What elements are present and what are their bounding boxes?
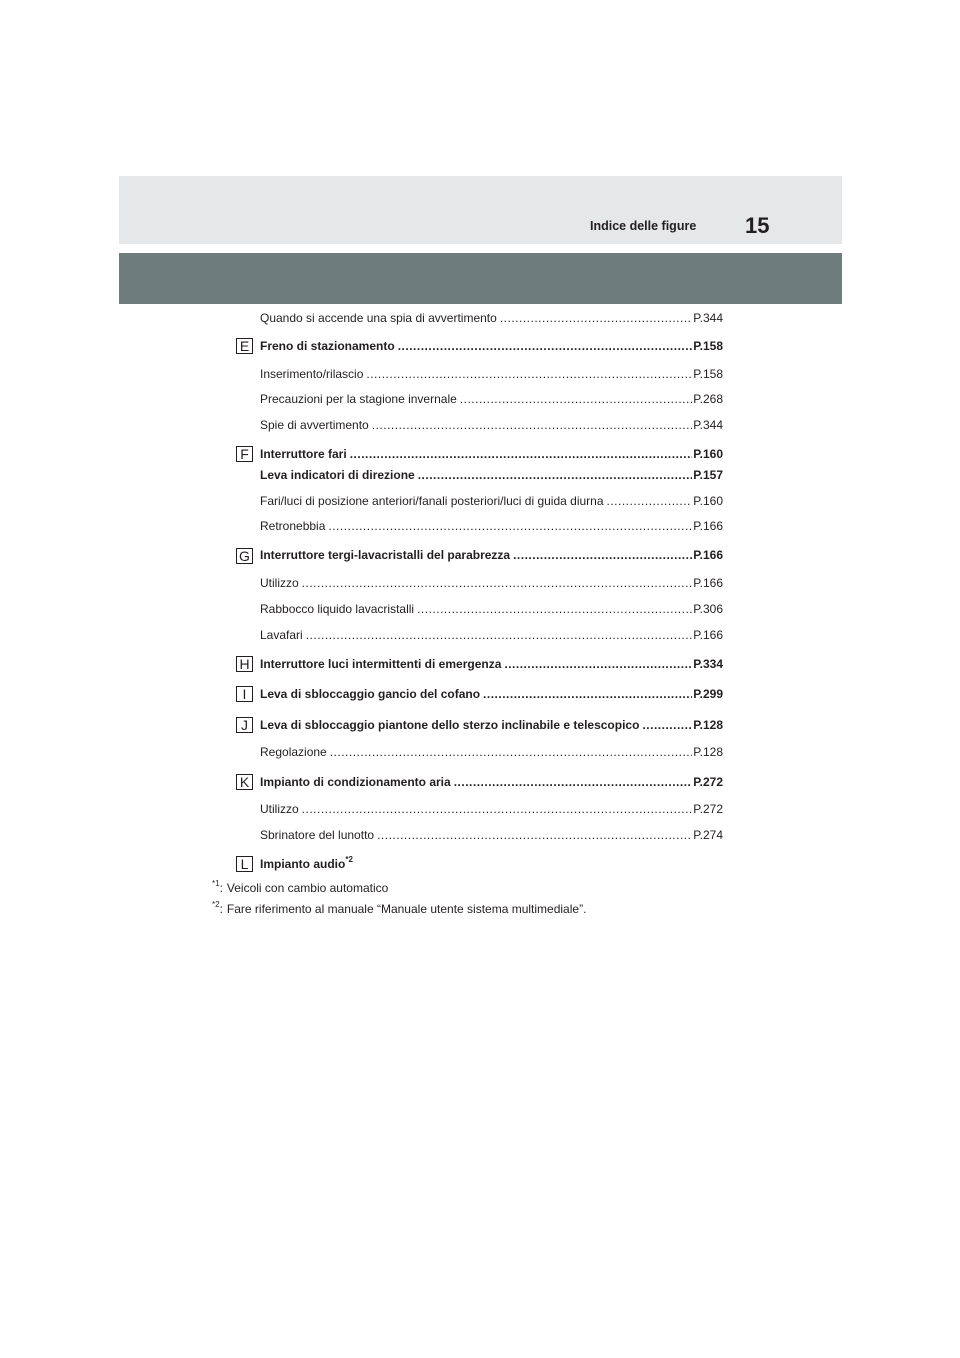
index-entry	[260, 826, 723, 844]
entry-page: P.344	[693, 418, 723, 432]
entry-label: Leva di sbloccaggio piantone dello sterzo inclinabile e telescopico	[260, 718, 640, 732]
entry-page: P.344	[693, 311, 723, 325]
leader-dots	[398, 337, 693, 355]
footnote-separator: :	[219, 902, 223, 916]
index-entry	[260, 517, 723, 535]
footnote	[212, 879, 388, 897]
index-entry-main	[260, 655, 723, 673]
index-entry	[260, 600, 723, 618]
leader-dots	[302, 800, 693, 818]
entry-label: Precauzioni per la stagione invernale	[260, 392, 457, 406]
entry-page: P.157	[693, 468, 723, 482]
entry-label: Utilizzo	[260, 802, 299, 816]
footnote	[212, 900, 586, 918]
entry-page: P.334	[693, 657, 723, 671]
marker-i: I	[236, 686, 253, 702]
index-entry-main	[260, 466, 723, 484]
entry-page: P.299	[693, 687, 723, 701]
entry-label: Quando si accende una spia di avvertimento	[260, 311, 497, 325]
marker-g: G	[236, 548, 253, 564]
leader-dots	[372, 416, 692, 434]
index-entry-main	[260, 685, 723, 703]
entry-label: Interruttore tergi-lavacristalli del parabrezza	[260, 548, 511, 562]
footnote-separator: :	[219, 881, 223, 895]
entry-page: P.158	[693, 339, 723, 353]
entry-label: Retronebbia	[260, 519, 326, 533]
index-entry-main	[260, 716, 723, 734]
entry-page: P.160	[693, 494, 723, 508]
entry-label: Fari/luci di posizione anteriori/fanali posteriori/luci di guida diurna	[260, 494, 604, 508]
entry-label: Interruttore luci intermittenti di emergenza	[260, 657, 502, 671]
footnote-mark: *1	[212, 879, 220, 888]
entry-label: Utilizzo	[260, 576, 299, 590]
entry-label: Sbrinatore del lunotto	[260, 828, 375, 842]
leader-dots	[417, 600, 692, 618]
entry-label: Impianto di condizionamento aria	[260, 775, 451, 789]
entry-label-text: Impianto audio	[260, 857, 346, 871]
marker-k: K	[236, 774, 253, 790]
index-entry	[260, 309, 723, 327]
entry-label: Leva indicatori di direzione	[260, 468, 415, 482]
page-number: 15	[745, 213, 770, 238]
entry-page: P.272	[693, 775, 723, 789]
entry-page: P.166	[693, 548, 723, 562]
leader-dots	[500, 309, 692, 327]
marker-h: H	[236, 656, 253, 672]
index-entry	[260, 492, 723, 510]
entry-label: Leva di sbloccaggio gancio del cofano	[260, 687, 481, 701]
leader-dots	[377, 826, 692, 844]
leader-dots	[366, 365, 692, 383]
entry-page: P.128	[693, 718, 723, 732]
leader-dots	[302, 574, 693, 592]
leader-dots	[330, 743, 692, 761]
leader-dots	[328, 517, 692, 535]
entry-label	[260, 855, 353, 873]
leader-dots	[454, 773, 693, 791]
entry-page: P.274	[693, 828, 723, 842]
leader-dots	[418, 466, 692, 484]
index-entry-main	[260, 855, 723, 873]
footnote-text: Veicoli con cambio automatico	[226, 881, 389, 895]
entry-page: P.306	[693, 602, 723, 616]
entry-page: P.166	[693, 628, 723, 642]
index-entry-main	[260, 445, 723, 463]
entry-page: P.272	[693, 802, 723, 816]
index-entry	[260, 365, 723, 383]
header-band-dark	[119, 253, 842, 304]
footnote-ref: *2	[345, 855, 353, 864]
index-entry	[260, 626, 723, 644]
header-band-light	[119, 176, 842, 244]
index-entry-main	[260, 337, 723, 355]
section-title: Indice delle figure	[590, 219, 697, 233]
entry-page: P.158	[693, 367, 723, 381]
index-entry	[260, 416, 723, 434]
entry-label: Spie di avvertimento	[260, 418, 369, 432]
entry-page: P.128	[693, 745, 723, 759]
entry-label: Rabbocco liquido lavacristalli	[260, 602, 415, 616]
index-entry	[260, 743, 723, 761]
entry-page: P.166	[693, 576, 723, 590]
leader-dots	[513, 546, 692, 564]
entry-label: Regolazione	[260, 745, 327, 759]
entry-label: Freno di stazionamento	[260, 339, 395, 353]
marker-f: F	[236, 446, 253, 462]
marker-l: L	[236, 856, 253, 872]
entry-page: P.160	[693, 447, 723, 461]
index-entry-main	[260, 773, 723, 791]
footnote-mark: *2	[212, 900, 220, 909]
entry-page: P.166	[693, 519, 723, 533]
leader-dots	[460, 390, 692, 408]
leader-dots	[504, 655, 692, 673]
leader-dots	[306, 626, 692, 644]
entry-label: Inserimento/rilascio	[260, 367, 364, 381]
marker-j: J	[236, 717, 253, 733]
entry-label: Interruttore fari	[260, 447, 347, 461]
entry-label: Lavafari	[260, 628, 303, 642]
index-entry-main	[260, 546, 723, 564]
leader-dots	[483, 685, 692, 703]
leader-dots	[642, 716, 692, 734]
leader-dots	[350, 445, 693, 463]
entry-page: P.268	[693, 392, 723, 406]
index-entry	[260, 800, 723, 818]
marker-e: E	[236, 338, 253, 354]
index-entry	[260, 390, 723, 408]
leader-dots	[607, 492, 693, 510]
footnote-text: Fare riferimento al manuale “Manuale utente sistema multimediale”.	[226, 902, 587, 916]
index-entry	[260, 574, 723, 592]
